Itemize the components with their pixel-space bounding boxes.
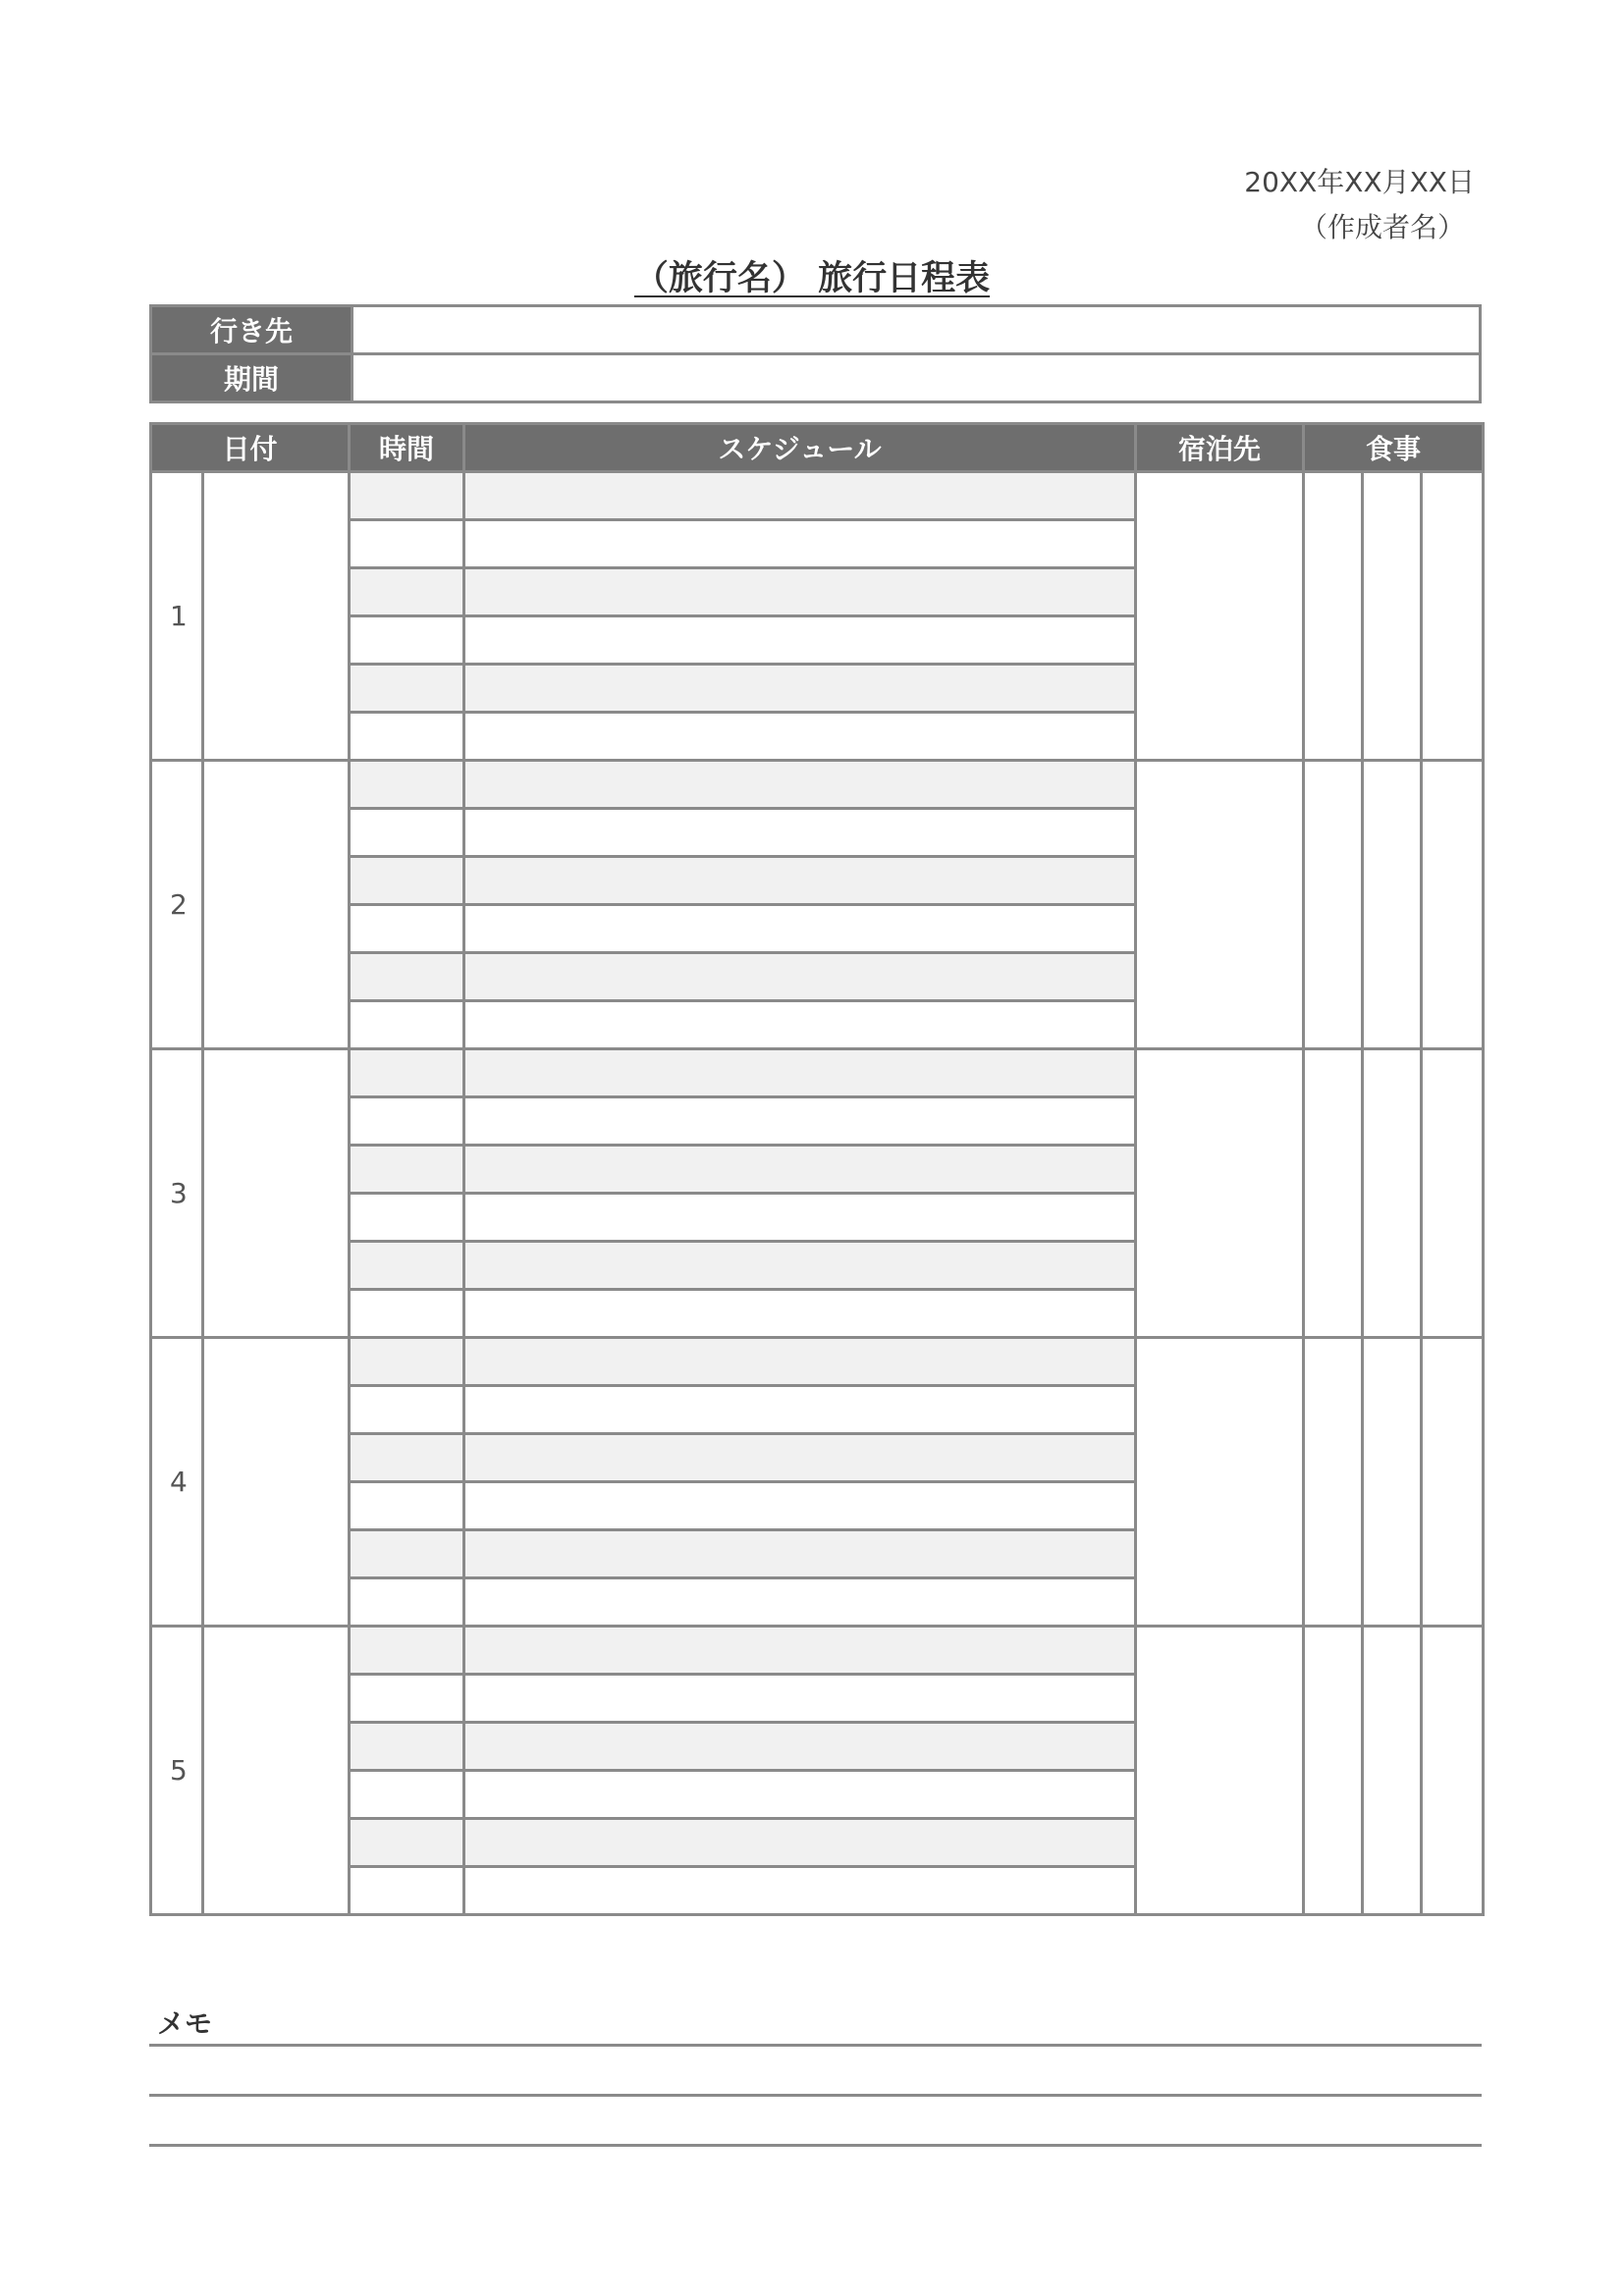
lodging-cell[interactable] [1136, 1627, 1304, 1915]
destination-field[interactable] [352, 306, 1481, 354]
day-number: 2 [151, 761, 203, 1049]
schedule-cell[interactable] [464, 761, 1136, 809]
meal-cell-dinner[interactable] [1422, 761, 1484, 1049]
meal-cell-dinner[interactable] [1422, 1627, 1484, 1915]
destination-label: 行き先 [151, 306, 352, 354]
schedule-cell[interactable] [464, 1578, 1136, 1627]
lodging-cell[interactable] [1136, 761, 1304, 1049]
schedule-cell[interactable] [464, 713, 1136, 761]
schedule-cell[interactable] [464, 1675, 1136, 1723]
time-cell[interactable] [350, 1338, 464, 1386]
schedule-cell[interactable] [464, 953, 1136, 1001]
time-cell[interactable] [350, 761, 464, 809]
schedule-cell[interactable] [464, 1049, 1136, 1097]
schedule-cell[interactable] [464, 1771, 1136, 1819]
document-title [0, 251, 1624, 300]
schedule-cell[interactable] [464, 616, 1136, 665]
schedule-row [151, 472, 1484, 520]
schedule-cell[interactable] [464, 1146, 1136, 1194]
time-cell[interactable] [350, 568, 464, 616]
schedule-cell[interactable] [464, 1867, 1136, 1915]
day-number: 4 [151, 1338, 203, 1627]
meal-cell-breakfast[interactable] [1304, 1049, 1363, 1338]
time-cell[interactable] [350, 1530, 464, 1578]
time-cell[interactable] [350, 1675, 464, 1723]
schedule-cell[interactable] [464, 857, 1136, 905]
schedule-row [151, 1627, 1484, 1675]
time-cell[interactable] [350, 1386, 464, 1434]
meal-cell-lunch[interactable] [1363, 1338, 1422, 1627]
header-lodging: 宿泊先 [1136, 424, 1304, 472]
time-cell[interactable] [350, 1097, 464, 1146]
meal-cell-breakfast[interactable] [1304, 1338, 1363, 1627]
lodging-cell[interactable] [1136, 472, 1304, 761]
time-cell[interactable] [350, 665, 464, 713]
date-cell[interactable] [203, 1338, 350, 1627]
meal-cell-breakfast[interactable] [1304, 761, 1363, 1049]
schedule-cell[interactable] [464, 1097, 1136, 1146]
day-number: 5 [151, 1627, 203, 1915]
date-cell[interactable] [203, 1049, 350, 1338]
memo-line[interactable] [149, 2044, 1482, 2047]
time-cell[interactable] [350, 1771, 464, 1819]
lodging-cell[interactable] [1136, 1338, 1304, 1627]
meal-cell-lunch[interactable] [1363, 1627, 1422, 1915]
schedule-body [151, 472, 1484, 1915]
schedule-cell[interactable] [464, 1434, 1136, 1482]
period-label: 期間 [151, 354, 352, 402]
period-field[interactable] [352, 354, 1481, 402]
meal-cell-breakfast[interactable] [1304, 1627, 1363, 1915]
time-cell[interactable] [350, 472, 464, 520]
time-cell[interactable] [350, 520, 464, 568]
meal-cell-lunch[interactable] [1363, 1049, 1422, 1338]
meal-cell-dinner[interactable] [1422, 1338, 1484, 1627]
schedule-cell[interactable] [464, 568, 1136, 616]
destination-row [151, 306, 1481, 354]
time-cell[interactable] [350, 1434, 464, 1482]
period-row [151, 354, 1481, 402]
time-cell[interactable] [350, 1194, 464, 1242]
schedule-cell[interactable] [464, 1482, 1136, 1530]
schedule-cell[interactable] [464, 1723, 1136, 1771]
header-time: 時間 [350, 424, 464, 472]
time-cell[interactable] [350, 1867, 464, 1915]
date-cell[interactable] [203, 761, 350, 1049]
meal-cell-breakfast[interactable] [1304, 472, 1363, 761]
time-cell[interactable] [350, 1049, 464, 1097]
time-cell[interactable] [350, 1819, 464, 1867]
schedule-cell[interactable] [464, 1338, 1136, 1386]
time-cell[interactable] [350, 616, 464, 665]
time-cell[interactable] [350, 1627, 464, 1675]
meal-cell-lunch[interactable] [1363, 761, 1422, 1049]
schedule-table [149, 422, 1485, 1916]
day-number: 1 [151, 472, 203, 761]
schedule-cell[interactable] [464, 665, 1136, 713]
schedule-cell[interactable] [464, 1627, 1136, 1675]
schedule-cell[interactable] [464, 1386, 1136, 1434]
schedule-cell[interactable] [464, 1001, 1136, 1049]
schedule-cell[interactable] [464, 1819, 1136, 1867]
meal-cell-dinner[interactable] [1422, 472, 1484, 761]
schedule-header-row [151, 424, 1484, 472]
header-meals: 食事 [1304, 424, 1484, 472]
memo-line[interactable] [149, 2094, 1482, 2097]
schedule-cell[interactable] [464, 472, 1136, 520]
header-date: 日付 [151, 424, 350, 472]
document-date: 20XX年XX月XX日 [1244, 166, 1475, 198]
time-cell[interactable] [350, 1146, 464, 1194]
time-cell[interactable] [350, 1001, 464, 1049]
date-cell[interactable] [203, 472, 350, 761]
meal-cell-dinner[interactable] [1422, 1049, 1484, 1338]
schedule-cell[interactable] [464, 520, 1136, 568]
header-schedule: スケジュール [464, 424, 1136, 472]
trip-info-table [149, 304, 1482, 403]
day-number: 3 [151, 1049, 203, 1338]
time-cell[interactable] [350, 1242, 464, 1290]
schedule-cell[interactable] [464, 1290, 1136, 1338]
meal-cell-lunch[interactable] [1363, 472, 1422, 761]
schedule-row [151, 761, 1484, 809]
schedule-row [151, 1049, 1484, 1097]
time-cell[interactable] [350, 1723, 464, 1771]
time-cell[interactable] [350, 857, 464, 905]
time-cell[interactable] [350, 713, 464, 761]
memo-label: メモ [157, 2007, 213, 2040]
schedule-cell[interactable] [464, 809, 1136, 857]
schedule-cell[interactable] [464, 1242, 1136, 1290]
time-cell[interactable] [350, 809, 464, 857]
time-cell[interactable] [350, 1482, 464, 1530]
time-cell[interactable] [350, 953, 464, 1001]
author-name: （作成者名） [1299, 211, 1465, 243]
schedule-cell[interactable] [464, 1194, 1136, 1242]
time-cell[interactable] [350, 1290, 464, 1338]
lodging-cell[interactable] [1136, 1049, 1304, 1338]
schedule-row [151, 1338, 1484, 1386]
time-cell[interactable] [350, 905, 464, 953]
time-cell[interactable] [350, 1578, 464, 1627]
document-title-text: （旅行名） 旅行日程表 [633, 259, 991, 298]
schedule-cell[interactable] [464, 1530, 1136, 1578]
schedule-cell[interactable] [464, 905, 1136, 953]
date-cell[interactable] [203, 1627, 350, 1915]
memo-line[interactable] [149, 2144, 1482, 2147]
